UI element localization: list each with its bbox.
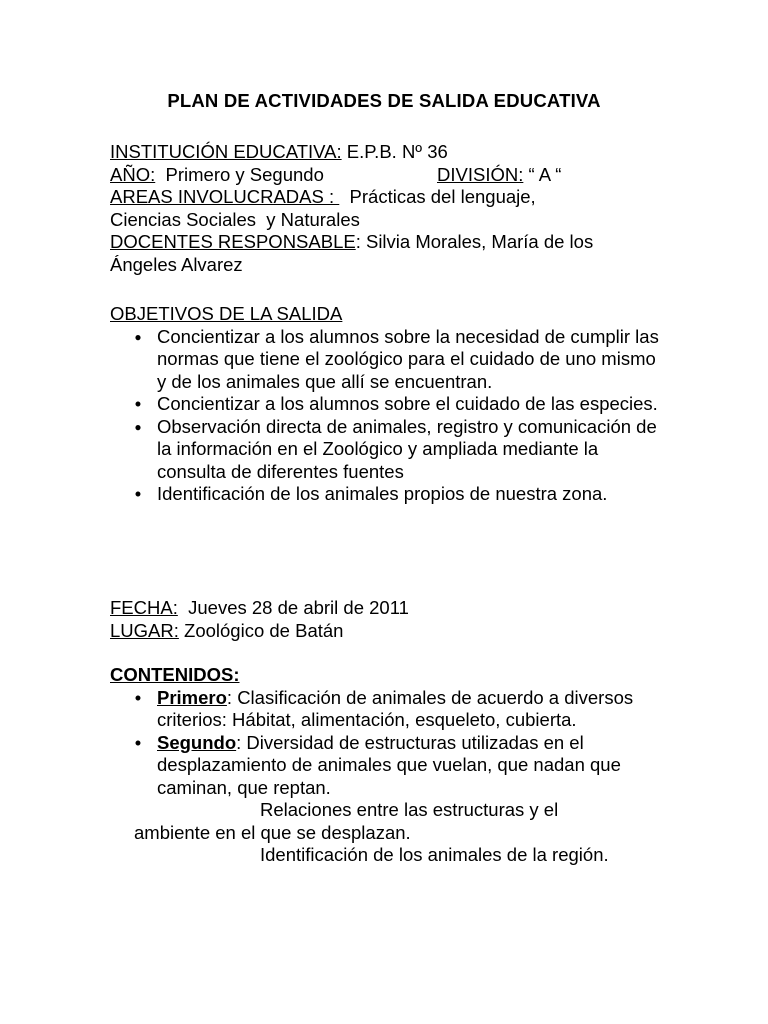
lugar-line xyxy=(110,620,670,643)
lugar-label: LUGAR: xyxy=(110,619,179,641)
segundo-text: : Diversidad de estructuras utilizadas en el desplazamiento de animales que vuelan, que nadan que caminan, que reptan. xyxy=(157,731,621,798)
contenidos-list xyxy=(110,687,670,800)
fecha-lugar-section xyxy=(110,597,670,642)
objetivos-section xyxy=(110,303,670,506)
bullet-icon: ● xyxy=(134,419,142,434)
institucion-label: INSTITUCIÓN EDUCATIVA: xyxy=(110,141,342,162)
division-value: “ A “ xyxy=(523,163,562,185)
anio-line xyxy=(110,164,670,187)
institucion-value: E.P.B. Nº 36 xyxy=(341,141,448,162)
list-item xyxy=(110,326,670,394)
division-group xyxy=(437,164,561,187)
objetivos-heading: OBJETIVOS DE LA SALIDA xyxy=(110,303,343,324)
list-item xyxy=(110,416,670,484)
info-section xyxy=(110,141,670,276)
document-title: PLAN DE ACTIVIDADES DE SALIDA EDUCATIVA xyxy=(167,90,601,111)
relaciones-line-1: Relaciones entre las estructuras y el xyxy=(260,799,559,820)
objetivo-text: Identificación de los animales propios de nuestra zona. xyxy=(157,483,608,504)
lugar-value: Zoológico de Batán xyxy=(178,619,344,641)
anio-label: AÑO: xyxy=(110,163,156,185)
bullet-icon: • xyxy=(134,731,142,753)
areas-value: Prácticas del lenguaje, xyxy=(339,186,536,207)
fecha-value: Jueves 28 de abril de 2011 xyxy=(177,597,409,618)
anio-value: Primero y Segundo xyxy=(155,163,324,185)
identificacion-line: Identificación de los animales de la región. xyxy=(260,844,609,865)
primero-label: Primero xyxy=(157,686,227,708)
institucion-line xyxy=(110,141,670,164)
objetivo-text: Concientizar a los alumnos sobre el cuidado de las especies. xyxy=(157,393,658,414)
bullet-icon: • xyxy=(134,393,142,414)
areas-line xyxy=(110,186,670,209)
contenidos-section xyxy=(110,664,670,867)
objetivo-text: Concientizar a los alumnos sobre la necesidad de cumplir las normas que tiene el zoológico para el cuidado de uno mismo y de los animales que allí se encuentran. xyxy=(157,325,659,392)
list-item xyxy=(110,393,670,416)
division-label: DIVISIÓN: xyxy=(437,163,524,185)
objetivos-list xyxy=(110,326,670,506)
fecha-line xyxy=(110,597,670,620)
areas-line-cont: Ciencias Sociales y Naturales xyxy=(110,208,360,230)
docentes-line xyxy=(110,231,670,254)
relaciones-line-2: ambiente en el que se desplazan. xyxy=(134,821,411,843)
bullet-icon: ● xyxy=(134,329,142,344)
contenidos-heading: CONTENIDOS: xyxy=(110,664,240,685)
list-item xyxy=(110,687,670,732)
fecha-label: FECHA: xyxy=(110,597,178,618)
bullet-icon: • xyxy=(134,483,142,504)
docentes-label: DOCENTES RESPONSABLE xyxy=(110,231,356,252)
objetivo-text: Observación directa de animales, registro y comunicación de la información en el Zoológico y ampliada mediante la consulta de diferentes fuentes xyxy=(157,415,657,482)
primero-text: : Clasificación de animales de acuerdo a diversos criterios: Hábitat, alimentación, esqueleto, cubierta. xyxy=(157,686,634,730)
docentes-value: : Silvia Morales, María de los xyxy=(355,231,594,252)
docentes-line-cont: Ángeles Alvarez xyxy=(110,253,243,275)
areas-label: AREAS INVOLUCRADAS : xyxy=(110,186,340,207)
list-item xyxy=(110,483,670,506)
bullet-icon: • xyxy=(134,686,142,708)
list-item xyxy=(110,732,670,800)
segundo-label: Segundo xyxy=(157,731,237,753)
